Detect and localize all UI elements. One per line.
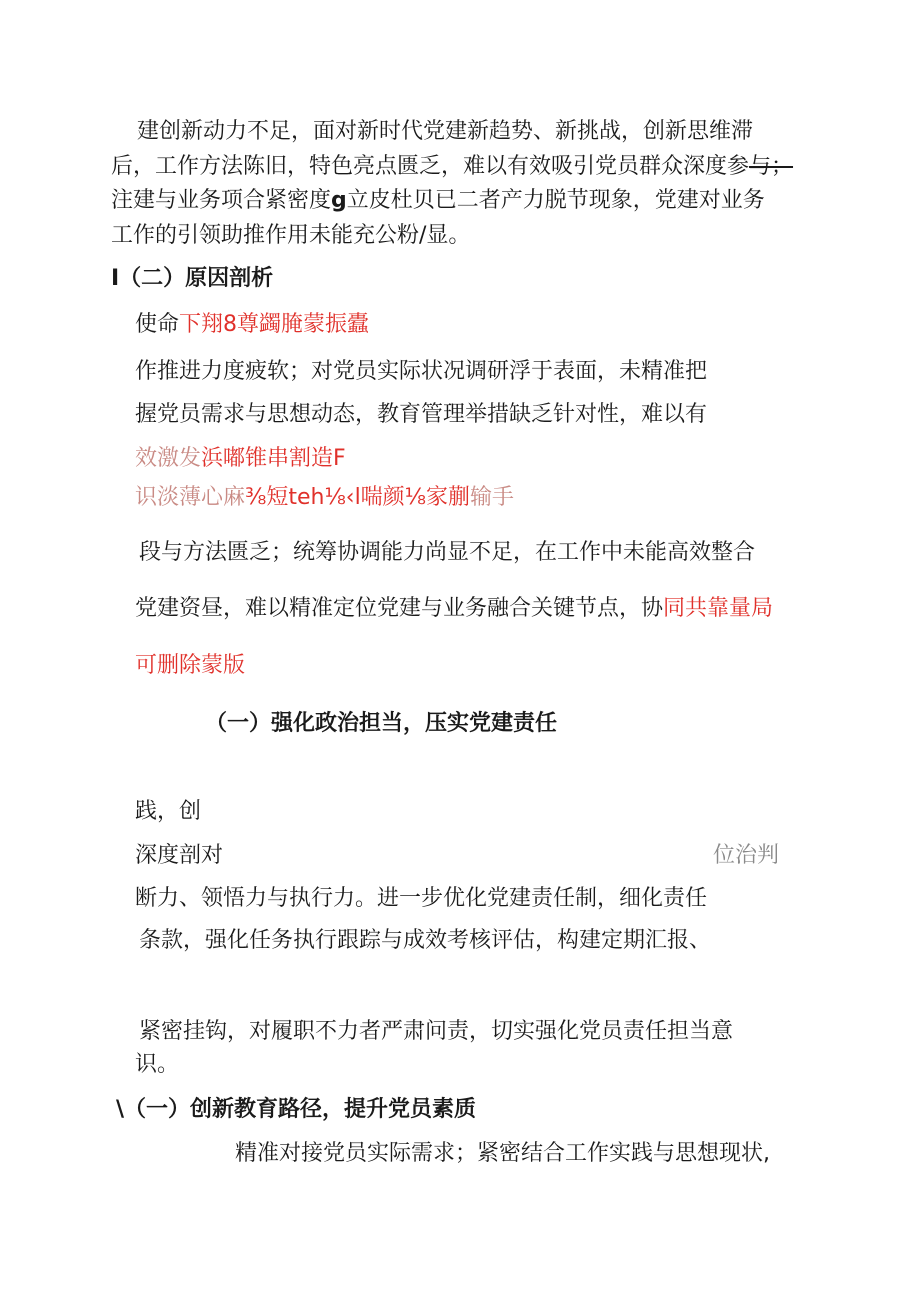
- responsibility-line3: 断力、领悟力与执行力。进一步优化党建责任制，细化责任: [135, 886, 708, 911]
- reasons-line8: 可删除蒙版: [135, 653, 246, 678]
- para1-line3-a: 注建与业务项合紧密度: [111, 188, 332, 213]
- reasons-line7: [135, 594, 773, 624]
- reasons-line1: [135, 310, 369, 340]
- reasons-line1-a: 使命: [135, 312, 180, 337]
- section-responsibility-heading: （一）强化政治担当，压实党建责任: [205, 711, 558, 736]
- reasons-line6: 段与方法匮乏；统筹协调能力尚显不足，在工作中未能高效整合: [139, 540, 756, 565]
- para1-line3-b: g: [331, 188, 347, 213]
- responsibility-line2-a: 深度剖对: [135, 843, 224, 868]
- reasons-line5-b: ⅜短teh⅛‹l喘颜⅛家蒯: [245, 485, 471, 510]
- reasons-line7-b: 同共靠量局: [663, 596, 774, 621]
- reasons-line4-b: 浜嘟锥串割造F: [201, 446, 346, 471]
- responsibility-line2-b: 位治判: [713, 843, 780, 868]
- responsibility-line5: 紧密挂钩，对履职不力者严肃问责，切实强化党员责任担当意: [139, 1019, 734, 1044]
- para1-line2-strike: 与；: [749, 154, 794, 179]
- reasons-line4-a: 效激发: [135, 446, 202, 471]
- para1-line4: 工作的引领助推作用未能充公粉/显。: [111, 223, 471, 248]
- para1-line3: [111, 186, 765, 216]
- education-line1: 精准对接党员实际需求；紧密结合工作实践与思想现状,: [235, 1141, 770, 1166]
- para1-line2-main: 后，工作方法陈旧，特色亮点匮乏，难以有效吸引党员群众深度参: [111, 154, 750, 179]
- para1-line2: [111, 152, 793, 182]
- section-reasons-heading: I（二）原因剖析: [111, 266, 274, 291]
- reasons-line2: 作推进力度疲软；对党员实际状况调研浮于表面，未精准把: [135, 359, 708, 384]
- reasons-line5: [135, 483, 514, 513]
- responsibility-line4: 条款，强化任务执行跟踪与成效考核评估，构建定期汇报、: [139, 928, 712, 953]
- responsibility-line6: 识。: [135, 1052, 180, 1077]
- para1-line1: 建创新动力不足，面对新时代党建新趋势、新挑战，创新思维滞: [137, 119, 754, 144]
- reasons-line3: 握党员需求与思想动态，教育管理举措缺乏针对性，难以有: [135, 402, 708, 427]
- reasons-line1-b: 下翔8尊蠲腌蒙振蠹: [179, 312, 370, 337]
- responsibility-line1: 践，创: [135, 799, 202, 824]
- para1-line3-c: 立皮杜贝已二者产力脱节现象，党建对业务: [346, 188, 765, 213]
- reasons-line5-a: 识淡薄心麻: [135, 485, 246, 510]
- reasons-line7-a: 党建资昼，难以精准定位党建与业务融合关键节点，协: [135, 596, 664, 621]
- section-education-heading: \（一）创新教育路径，提升党员素质: [116, 1097, 477, 1122]
- reasons-line4: [135, 444, 346, 474]
- reasons-line5-c: 输手: [470, 485, 515, 510]
